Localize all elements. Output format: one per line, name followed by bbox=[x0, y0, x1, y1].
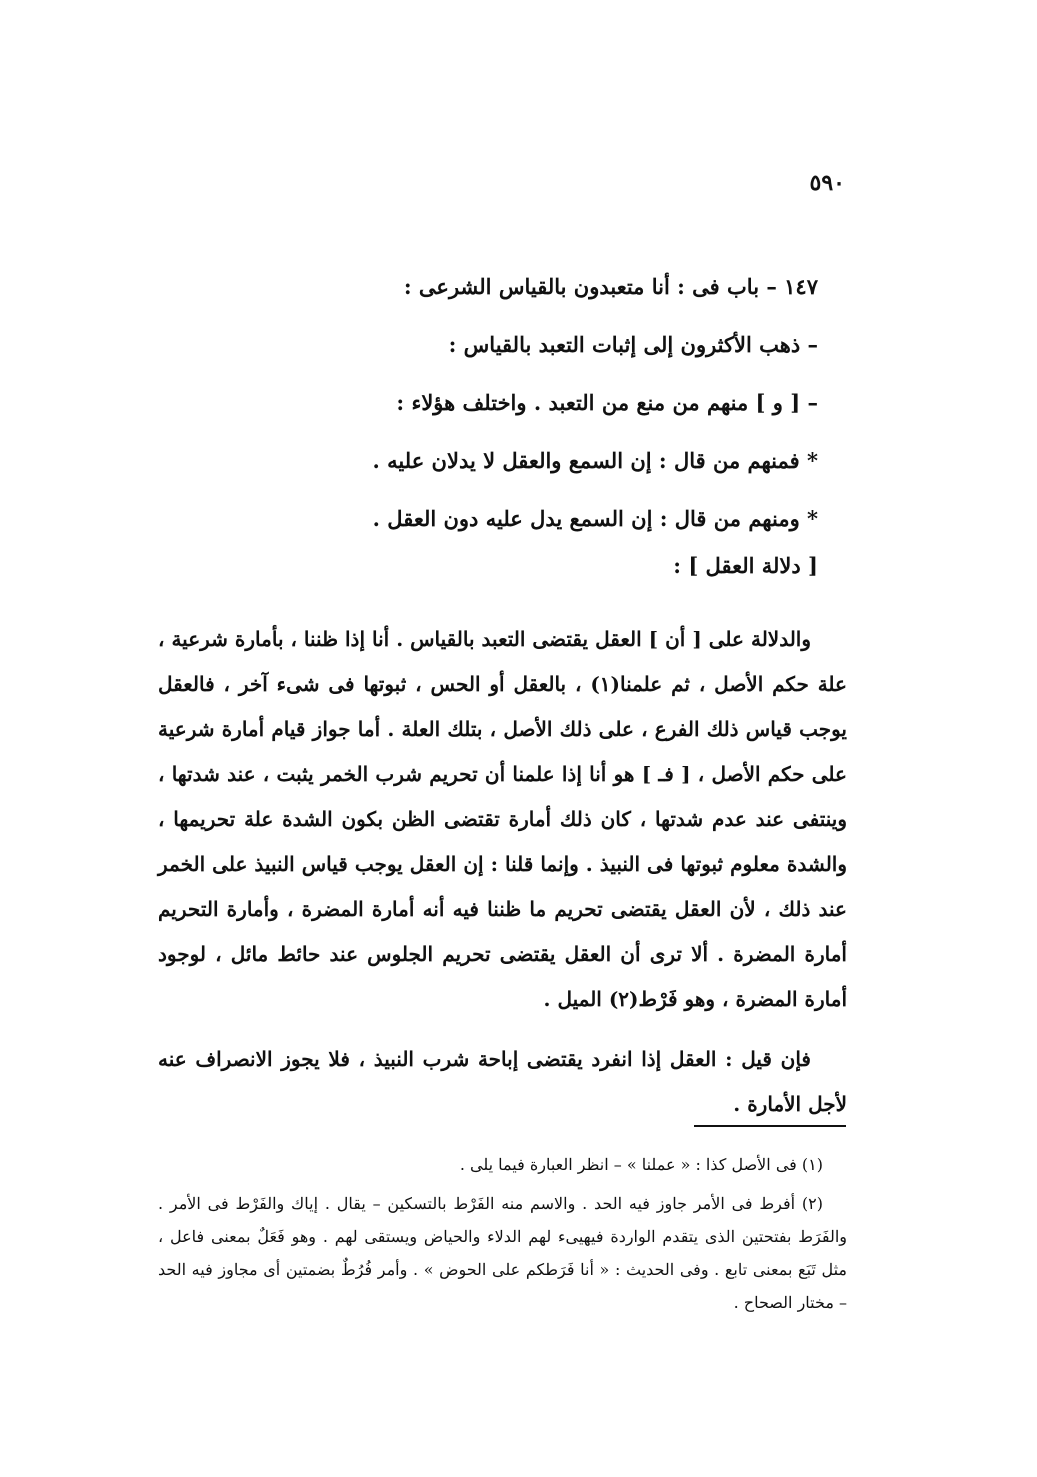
heading-line-opinion-2: * ومنهم من قال : إن السمع يدل عليه دون العقل . bbox=[372, 506, 818, 531]
chapter-title: ١٤٧ – باب فى : أنا متعبدون بالقياس الشرعى : bbox=[403, 274, 818, 299]
section-title: [ دلالة العقل ] : bbox=[673, 553, 818, 578]
footnotes bbox=[158, 1148, 847, 1325]
footnote-2: (٢) أفرط فى الأمر جاوز فيه الحد . والاسم منه الفَرْط بالتسكين – يقال . إياك والفَرْط فى الأمر . والفَرَط بفتحتين الذى يتقدم الواردة فيهيىء لهم الدلاء والحياض ويستقى لهم . وهو فَعَلٌ بمعنى فاعل ، مثل تَبَع بمعنى تابع . وفى الحديث : « أنا فَرَطكم على الحوض » . وأمر فُرُطٌ بضمتين أى مجاوز فيه الحد – مختار الصحاح . bbox=[158, 1194, 847, 1312]
heading-line-opinion-1: * فمنهم من قال : إن السمع والعقل لا يدلان عليه . bbox=[372, 448, 818, 473]
chapter-heading-block bbox=[150, 258, 818, 548]
footnote-divider bbox=[694, 1125, 846, 1127]
heading-line-majority: – ذهب الأكثرون إلى إثبات التعبد بالقياس : bbox=[448, 332, 818, 357]
body-paragraph-1: والدلالة على [ أن ] العقل يقتضى التعبد بالقياس . أنا إذا ظننا ، بأمارة شرعية ، علة حكم الأصل ، ثم علمنا(١) ، بالعقل أو الحس ، ثبوتها فى شىء آخر ، فالعقل يوجب قياس ذلك الفرع ، على ذلك الأصل ، بتلك العلة . أما جواز قيام أمارة شرعية على حكم الأصل ، [ فـ ] هو أنا إذا علمنا أن تحريم شرب الخمر يثبت ، عند شدتها ، وينتفى عند عدم شدتها ، كان ذلك أمارة تقتضى الظن بكون الشدة علة تحريمها ، والشدة معلوم ثبوتها فى النبيذ . وإنما قلنا : إن العقل يوجب قياس النبيذ على الخمر عند ذلك ، لأن العقل يقتضى تحريم ما ظننا فيه أنه أمارة المضرة ، وأمارة التحريم أمارة المضرة . ألا ترى أن العقل يقتضى تحريم الجلوس عند حائط مائل ، لوجود أمارة المضرة ، وهو فَرْط(٢) الميل . bbox=[158, 627, 847, 1011]
footnote-1: (١) فى الأصل كذا : « عملنا » – انظر العبارة فيما يلى . bbox=[459, 1155, 823, 1174]
body-paragraph-2: فإن قيل : العقل إذا انفرد يقتضى إباحة شرب النبيذ ، فلا يجوز الانصراف عنه لأجل الأمارة . bbox=[158, 1047, 847, 1116]
page-number: ٥٩٠ bbox=[809, 170, 845, 196]
heading-line-dissent: – [ و ] منهم من منع من التعبد . واختلف هؤلاء : bbox=[396, 390, 818, 415]
